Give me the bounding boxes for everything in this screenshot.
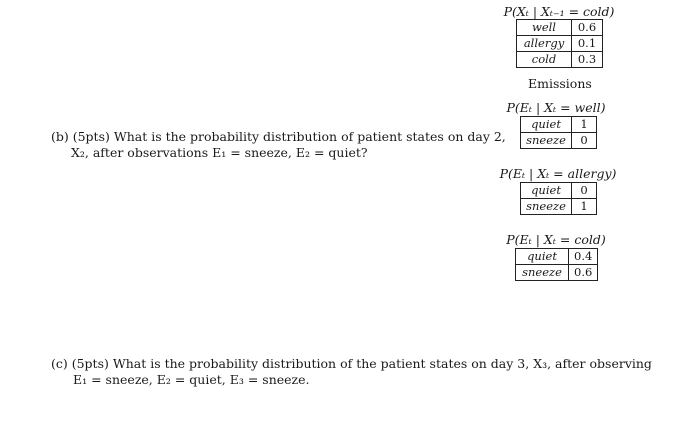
transition-cold-caption: P(Xₜ | Xₜ₋₁ = cold) <box>503 4 615 19</box>
emission-cold-table <box>515 248 598 281</box>
prob-cell: 1 <box>572 199 597 215</box>
prob-cell: 0.6 <box>569 265 598 281</box>
question-c-line2: E₁ = sneeze, E₂ = quiet, E₃ = sneeze. <box>73 372 310 387</box>
obs-cell: sneeze <box>521 199 572 215</box>
prob-cell: 0 <box>572 183 597 199</box>
question-b-line2: X₂, after observations E₁ = sneeze, E₂ = quiet? <box>71 145 368 160</box>
question-c-line1: (c) (5pts) What is the probability distribution of the patient states on day 3, X₃, after observing <box>51 356 652 371</box>
table-row <box>521 133 597 149</box>
question-b <box>51 129 506 161</box>
obs-cell: quiet <box>521 117 572 133</box>
emission-cold-caption: P(Eₜ | Xₜ = cold) <box>506 232 606 247</box>
table-row <box>517 20 603 36</box>
table-row <box>516 265 598 281</box>
prob-cell: 0.1 <box>572 36 603 52</box>
table-row <box>517 52 603 68</box>
emission-well-caption: P(Eₜ | Xₜ = well) <box>506 100 606 115</box>
table-row <box>521 183 597 199</box>
emission-allergy-caption: P(Eₜ | Xₜ = allergy) <box>499 166 617 181</box>
prob-cell: 0.6 <box>572 20 603 36</box>
prob-cell: 0 <box>572 133 597 149</box>
table-row <box>521 199 597 215</box>
prob-cell: 0.3 <box>572 52 603 68</box>
prob-cell: 0.4 <box>569 249 598 265</box>
obs-cell: sneeze <box>516 265 569 281</box>
obs-cell: quiet <box>516 249 569 265</box>
obs-cell: quiet <box>521 183 572 199</box>
emission-well-table <box>520 116 597 149</box>
state-cell: cold <box>517 52 572 68</box>
table-row <box>517 36 603 52</box>
question-c <box>51 356 652 388</box>
emissions-heading: Emissions <box>528 76 592 91</box>
table-row <box>516 249 598 265</box>
question-b-line1: (b) (5pts) What is the probability distribution of patient states on day 2, <box>51 129 506 144</box>
transition-cold-table <box>516 19 603 68</box>
state-cell: well <box>517 20 572 36</box>
table-row <box>521 117 597 133</box>
emission-allergy-table <box>520 182 597 215</box>
prob-cell: 1 <box>572 117 597 133</box>
state-cell: allergy <box>517 36 572 52</box>
obs-cell: sneeze <box>521 133 572 149</box>
